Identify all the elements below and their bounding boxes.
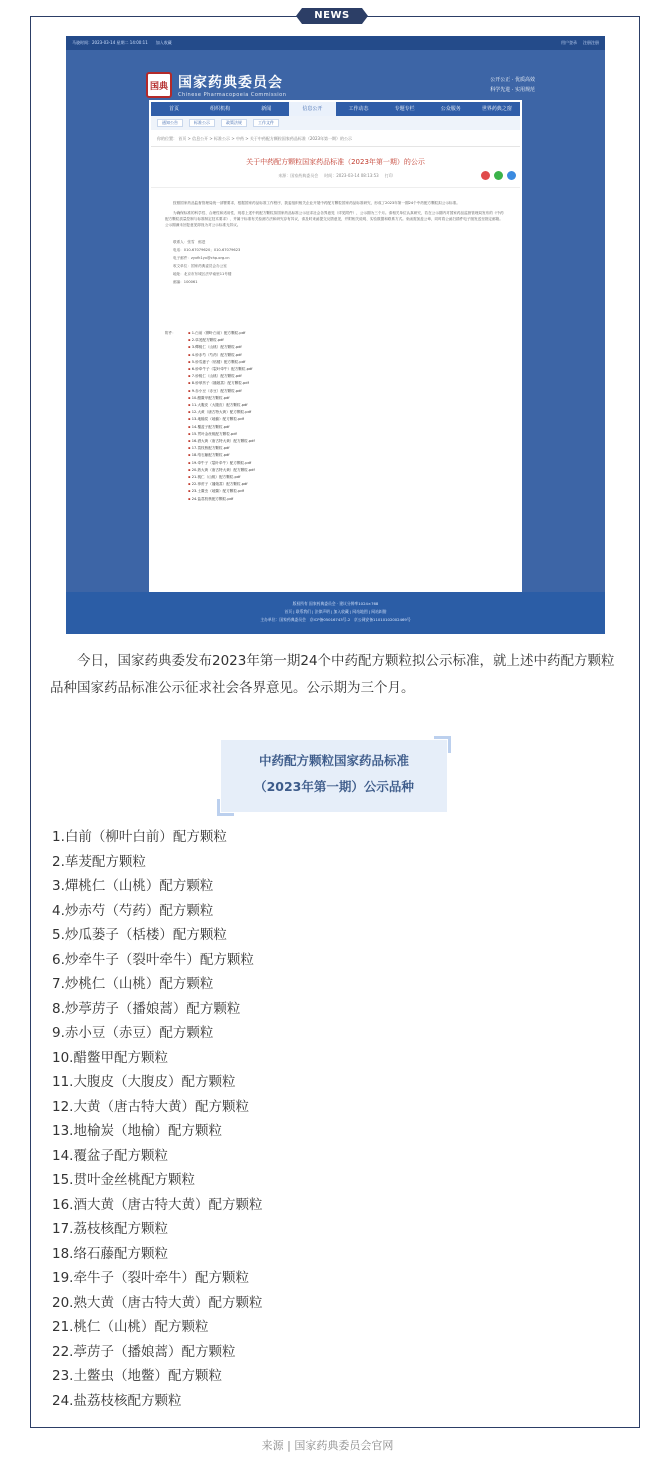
contact-line: 邮编：100061 [173,280,198,284]
attachment-link: ▪ 17.荔枝核配方颗粒.pdf [188,445,255,452]
website-screenshot [66,36,605,634]
variety-list [52,825,262,1413]
nav-item: 新闻 [261,106,272,112]
notice-meta [149,173,522,179]
section-title-box [221,740,447,812]
footer-line: 首页 | 联系我们 | 法律声明 | 加入收藏 | 网站地图 | 网站纠错 [284,609,387,614]
nav-item: 工作动态 [348,106,369,112]
nav-item: 公众服务 [440,106,461,112]
variety-item: 6.炒牵牛子（裂叶牵牛）配方颗粒 [52,951,254,968]
subnav-item: 标准公示 [189,119,215,127]
screenshot-footer [66,592,605,634]
variety-item: 2.荜茇配方颗粒 [52,853,146,870]
variety-item: 15.贯叶金丝桃配方颗粒 [52,1172,195,1188]
share-icons [481,171,516,180]
attachment-link: ▪ 11.大腹皮（大腹皮）配方颗粒.pdf [188,402,255,409]
subnav-item: 通知公告 [157,119,183,127]
variety-item: 21.桃仁（山桃）配方颗粒 [52,1319,209,1335]
attachment-link: ▪ 18.络石藤配方颗粒.pdf [188,452,255,459]
screenshot-nav [151,102,520,116]
attachments-label: 附件： [165,331,176,335]
contact-block [165,238,506,286]
topbar-time: 马骁时间：2023-03-14 星期二 14:00:11 [72,40,148,45]
attachment-link: ▪ 4.炒赤芍（芍药）配方颗粒.pdf [188,352,255,359]
attachment-link: ▪ 16.酒大黄（唐古特大黄）配方颗粒.pdf [188,438,255,445]
meta-time: 时间：2023-03-14 08:13:53 [324,173,379,178]
subnav-item: 政策法规 [221,119,247,127]
attachment-link: ▪ 23.土鳖虫（地鳖）配方颗粒.pdf [188,488,255,495]
variety-item: 22.葶苈子（播娘蒿）配方颗粒 [52,1343,236,1360]
meta-print: 打印 [384,173,393,178]
attachment-link: ▪ 20.熟大黄（唐古特大黄）配方颗粒.pdf [188,467,255,474]
nav-item-active: 信息公开 [289,102,335,116]
attachment-link: ▪ 21.桃仁（山桃）配方颗粒.pdf [188,474,255,481]
section-title-line: （2023年第一期）公示品种 [254,779,414,794]
attachment-link: ▪ 1.白前（柳叶白前）配方颗粒.pdf [188,330,255,337]
attachment-link: ▪ 12.大黄（唐古特大黄）配方颗粒.pdf [188,409,255,416]
screenshot-page [149,100,522,618]
slogan-line: 科学先进 · 实用规范 [490,87,535,93]
notice-title: 关于中药配方颗粒国家药品标准（2023年第一期）的公示 [246,158,425,166]
attachment-link: ▪ 8.炒葶苈子（播娘蒿）配方颗粒.pdf [188,380,255,387]
wechat-icon [494,171,503,180]
variety-item: 5.炒瓜蒌子（栝楼）配方颗粒 [52,927,227,943]
attachments [165,330,506,503]
attachment-link: ▪ 9.赤小豆（赤豆）配方颗粒.pdf [188,388,255,395]
variety-item: 19.牵牛子（裂叶牵牛）配方颗粒 [52,1270,249,1286]
variety-item: 3.燀桃仁（山桃）配方颗粒 [52,878,214,894]
variety-item: 10.醋鳖甲配方颗粒 [52,1049,168,1066]
variety-item: 11.大腹皮（大腹皮）配方颗粒 [52,1074,236,1090]
attachment-link: ▪ 13.地榆炭（地榆）配方颗粒.pdf [188,416,255,423]
attachment-link: ▪ 22.葶苈子（播娘蒿）配方颗粒.pdf [188,481,255,488]
variety-item: 18.络石藤配方颗粒 [52,1245,168,1262]
variety-item: 23.土鳖虫（地鳖）配方颗粒 [52,1368,222,1384]
qq-icon [507,171,516,180]
variety-item: 13.地榆炭（地榆）配方颗粒 [52,1123,222,1139]
attachment-link: ▪ 6.炒牵牛子（裂叶牵牛）配方颗粒.pdf [188,366,255,373]
attachment-link: ▪ 5.炒瓜蒌子（栝楼）配方颗粒.pdf [188,359,255,366]
slogan-line: 公开公正 · 优质高效 [490,77,535,83]
news-badge: NEWS [302,8,362,24]
variety-item: 17.荔枝核配方颗粒 [52,1221,168,1237]
attachment-link: ▪ 10.醋鳖甲配方颗粒.pdf [188,395,255,402]
weibo-icon [481,171,490,180]
slogan [490,75,535,95]
variety-item: 4.炒赤芍（芍药）配方颗粒 [52,902,214,919]
topbar-register: 注册注册 [583,40,599,45]
topbar-favorite: 加入收藏 [155,40,172,45]
variety-item: 1.白前（柳叶白前）配方颗粒 [52,829,227,845]
footer-line: 版权所有 国家药典委员会 · 建议分辨率1024×768 [292,601,379,606]
contact-line: 电话：010-67079620；010-67079623 [173,248,241,252]
topbar-login: 用户登录 [561,40,577,45]
variety-item: 12.大黄（唐古特大黄）配方颗粒 [52,1098,249,1115]
contact-line: 地址：北京市东城区法华南里11号楼 [173,272,232,276]
footer-line: 主办单位：国家药典委员会 京ICP备05016743号-2 京公网安备11010102002469号 [260,617,411,622]
attachment-link: ▪ 2.荜茇配方颗粒.pdf [188,337,255,344]
notice-paragraph: 按照国家药品监督管理局统一部署要求，根据国家药品标准工作程序，我委组织相关企业开展中药配方颗粒国家药品标准研究，形成了2023年第一期24个中药配方颗粒拟公示标准。 [173,201,460,205]
nav-item: 世界药典之窗 [481,106,512,112]
variety-item: 14.覆盆子配方颗粒 [52,1147,168,1164]
attachment-list [188,330,255,503]
variety-item: 20.熟大黄（唐古特大黄）配方颗粒 [52,1294,263,1311]
attachment-link: ▪ 14.覆盆子配方颗粒.pdf [188,424,255,431]
logo-text [178,72,286,98]
attachment-link: ▪ 19.牵牛子（裂叶牵牛）配方颗粒.pdf [188,460,255,467]
contact-line: 收文单位：国家药典委员会办公室 [173,264,227,268]
notice-paragraph: 为确保标准的科学性、合理性和适用性，现将上述中药配方颗粒拟国家药品标准公示征求社会各界意见（详见附件），公示期为三个月。请相关单位认真研究，若在公示期内对国家药品监督管理局发布的《中药配方颗粒质量控制与标准制定技术要求》、并属于标准有关检测方法和研究存有异议，请及时来函提交反馈意见，并附相关说明、实验数据和联系方式。来函需加盖公章，同时将公函扫描件电子版发送至指定邮箱。公示期满未回复意见即视为对公示标准无异议。 [165,211,504,227]
variety-item: 8.炒葶苈子（播娘蒿）配方颗粒 [52,1000,241,1017]
variety-item: 9.赤小豆（赤豆）配方颗粒 [52,1025,214,1041]
attachment-link: ▪ 24.盐荔枝核配方颗粒.pdf [188,496,255,503]
notice-body [151,187,520,503]
section-title-line: 中药配方颗粒国家药品标准 [258,753,409,768]
screenshot-topbar [66,36,605,50]
attachment-link: ▪ 3.燀桃仁（山桃）配方颗粒.pdf [188,344,255,351]
variety-item: 16.酒大黄（唐古特大黄）配方颗粒 [52,1196,263,1213]
nav-item: 首页 [169,106,180,112]
attachment-link: ▪ 15.贯叶金丝桃配方颗粒.pdf [188,431,255,438]
contact-line: 联系人：张雪 郁进 [173,240,206,244]
variety-item: 7.炒桃仁（山桃）配方颗粒 [52,976,214,992]
nav-item: 专题专栏 [394,106,415,112]
breadcrumb: 你的位置： 首页 > 信息公开 > 标准公示 > 中药 > 关于中药配方颗粒国家药品标准（2023年第一期）的公示 [151,130,520,147]
screenshot-subnav [151,116,520,130]
attachment-link: ▪ 7.炒桃仁（山桃）配方颗粒.pdf [188,373,255,380]
nav-item: 组织机构 [210,106,231,112]
intro-paragraph: 今日，国家药典委发布2023年第一期24个中药配方颗粒拟公示标准，就上述中药配方颗粒品种国家药品标准公示征求社会各界意见。公示期为三个月。 [50,653,615,696]
logo-en: Chinese Pharmacopoeia Commission [178,92,287,98]
subnav-item: 工作文件 [253,119,279,127]
logo-cn: 国家药典委员会 [178,75,283,91]
variety-item: 24.盐荔枝核配方颗粒 [52,1392,182,1409]
contact-line: 电子邮件：zyxfk1yx@chp.org.cn [173,256,230,260]
source-credit: 来源 | 国家药典委员会官网 [261,1439,394,1452]
meta-source: 来源：国家药典委员会 [278,173,319,178]
pharmacopoeia-seal-logo: 国典 [146,72,172,98]
